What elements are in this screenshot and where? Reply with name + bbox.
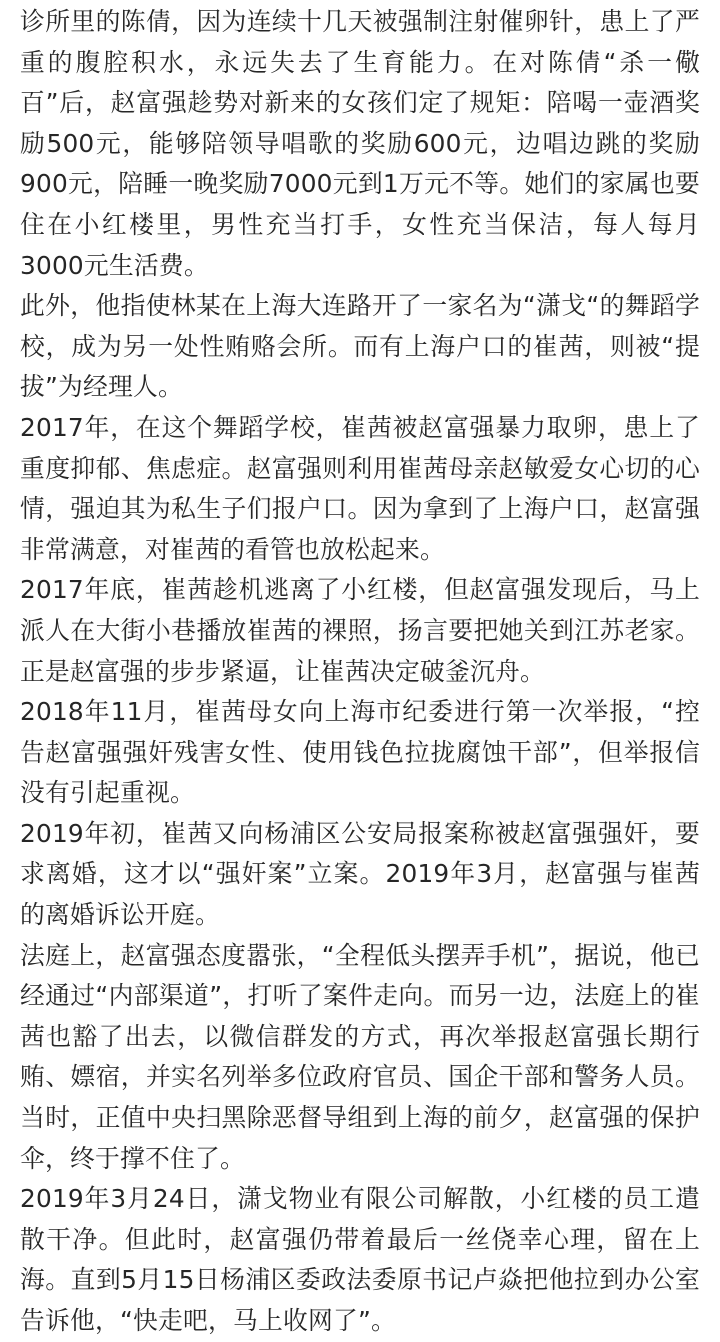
paragraph-1: 诊所里的陈倩，因为连续十几天被强制注射催卵针，患上了严重的腹腔积水，永远失去了生育能力。在对陈倩“杀一儆百”后，赵富强趁势对新来的女孩们定了规矩：陪喝一壶酒奖励500元，能够陪领导唱歌的奖励600元，边唱边跳的奖励900元，陪睡一晚奖励7000元到1万元不等。她们的家属也要住在小红楼里，男性充当打手，女性充当保洁，每人每月3000元生活费。 — [20, 7, 700, 280]
paragraph-5: 2018年11月，崔茜母女向上海市纪委进行第一次举报，“控告赵富强强奸残害女性、使用钱色拉拢腐蚀干部”，但举报信没有引起重视。 — [20, 697, 700, 808]
paragraph-6: 2019年初，崔茜又向杨浦区公安局报案称被赵富强强奸，要求离婚，这才以“强奸案”立案。2019年3月，赵富强与崔茜的离婚诉讼开庭。 — [20, 818, 700, 930]
paragraph-4: 2017年底，崔茜趁机逃离了小红楼，但赵富强发现后，马上派人在大街小巷播放崔茜的裸照，扬言要把她关到江苏老家。正是赵富强的步步紧逼，让崔茜决定破釜沉舟。 — [20, 575, 700, 686]
paragraph-3: 2017年，在这个舞蹈学校，崔茜被赵富强暴力取卵，患上了重度抑郁、焦虑症。赵富强则利用崔茜母亲赵敏爱女心切的心情，强迫其为私生子们报户口。因为拿到了上海户口，赵富强非常满意，对崔茜的看管也放松起来。 — [20, 412, 700, 564]
paragraph-2: 此外，他指使林某在上海大连路开了一家名为“潇戈“的舞蹈学校，成为另一处性贿赂会所。而有上海户口的崔茜，则被“提拔”为经理人。 — [20, 291, 700, 402]
paragraph-7: 法庭上，赵富强态度嚣张，“全程低头摆弄手机”，据说，他已经通过“内部渠道”，打听了案件走向。而另一边，法庭上的崔茜也豁了出去，以微信群发的方式，再次举报赵富强长期行贿、嫖宿，并实名列举多位政府官员、国企干部和警务人员。当时，正值中央扫黑除恶督导组到上海的前夕，赵富强的保护伞，终于撑不住了。 — [20, 940, 700, 1173]
paragraph-8: 2019年3月24日，潇戈物业有限公司解散，小红楼的员工遣散干净。但此时，赵富强仍带着最后一丝侥幸心理，留在上海。直到5月15日杨浦区委政法委原书记卢焱把他拉到办公室告诉他，“快走吧，马上收网了”。 — [20, 1184, 700, 1335]
